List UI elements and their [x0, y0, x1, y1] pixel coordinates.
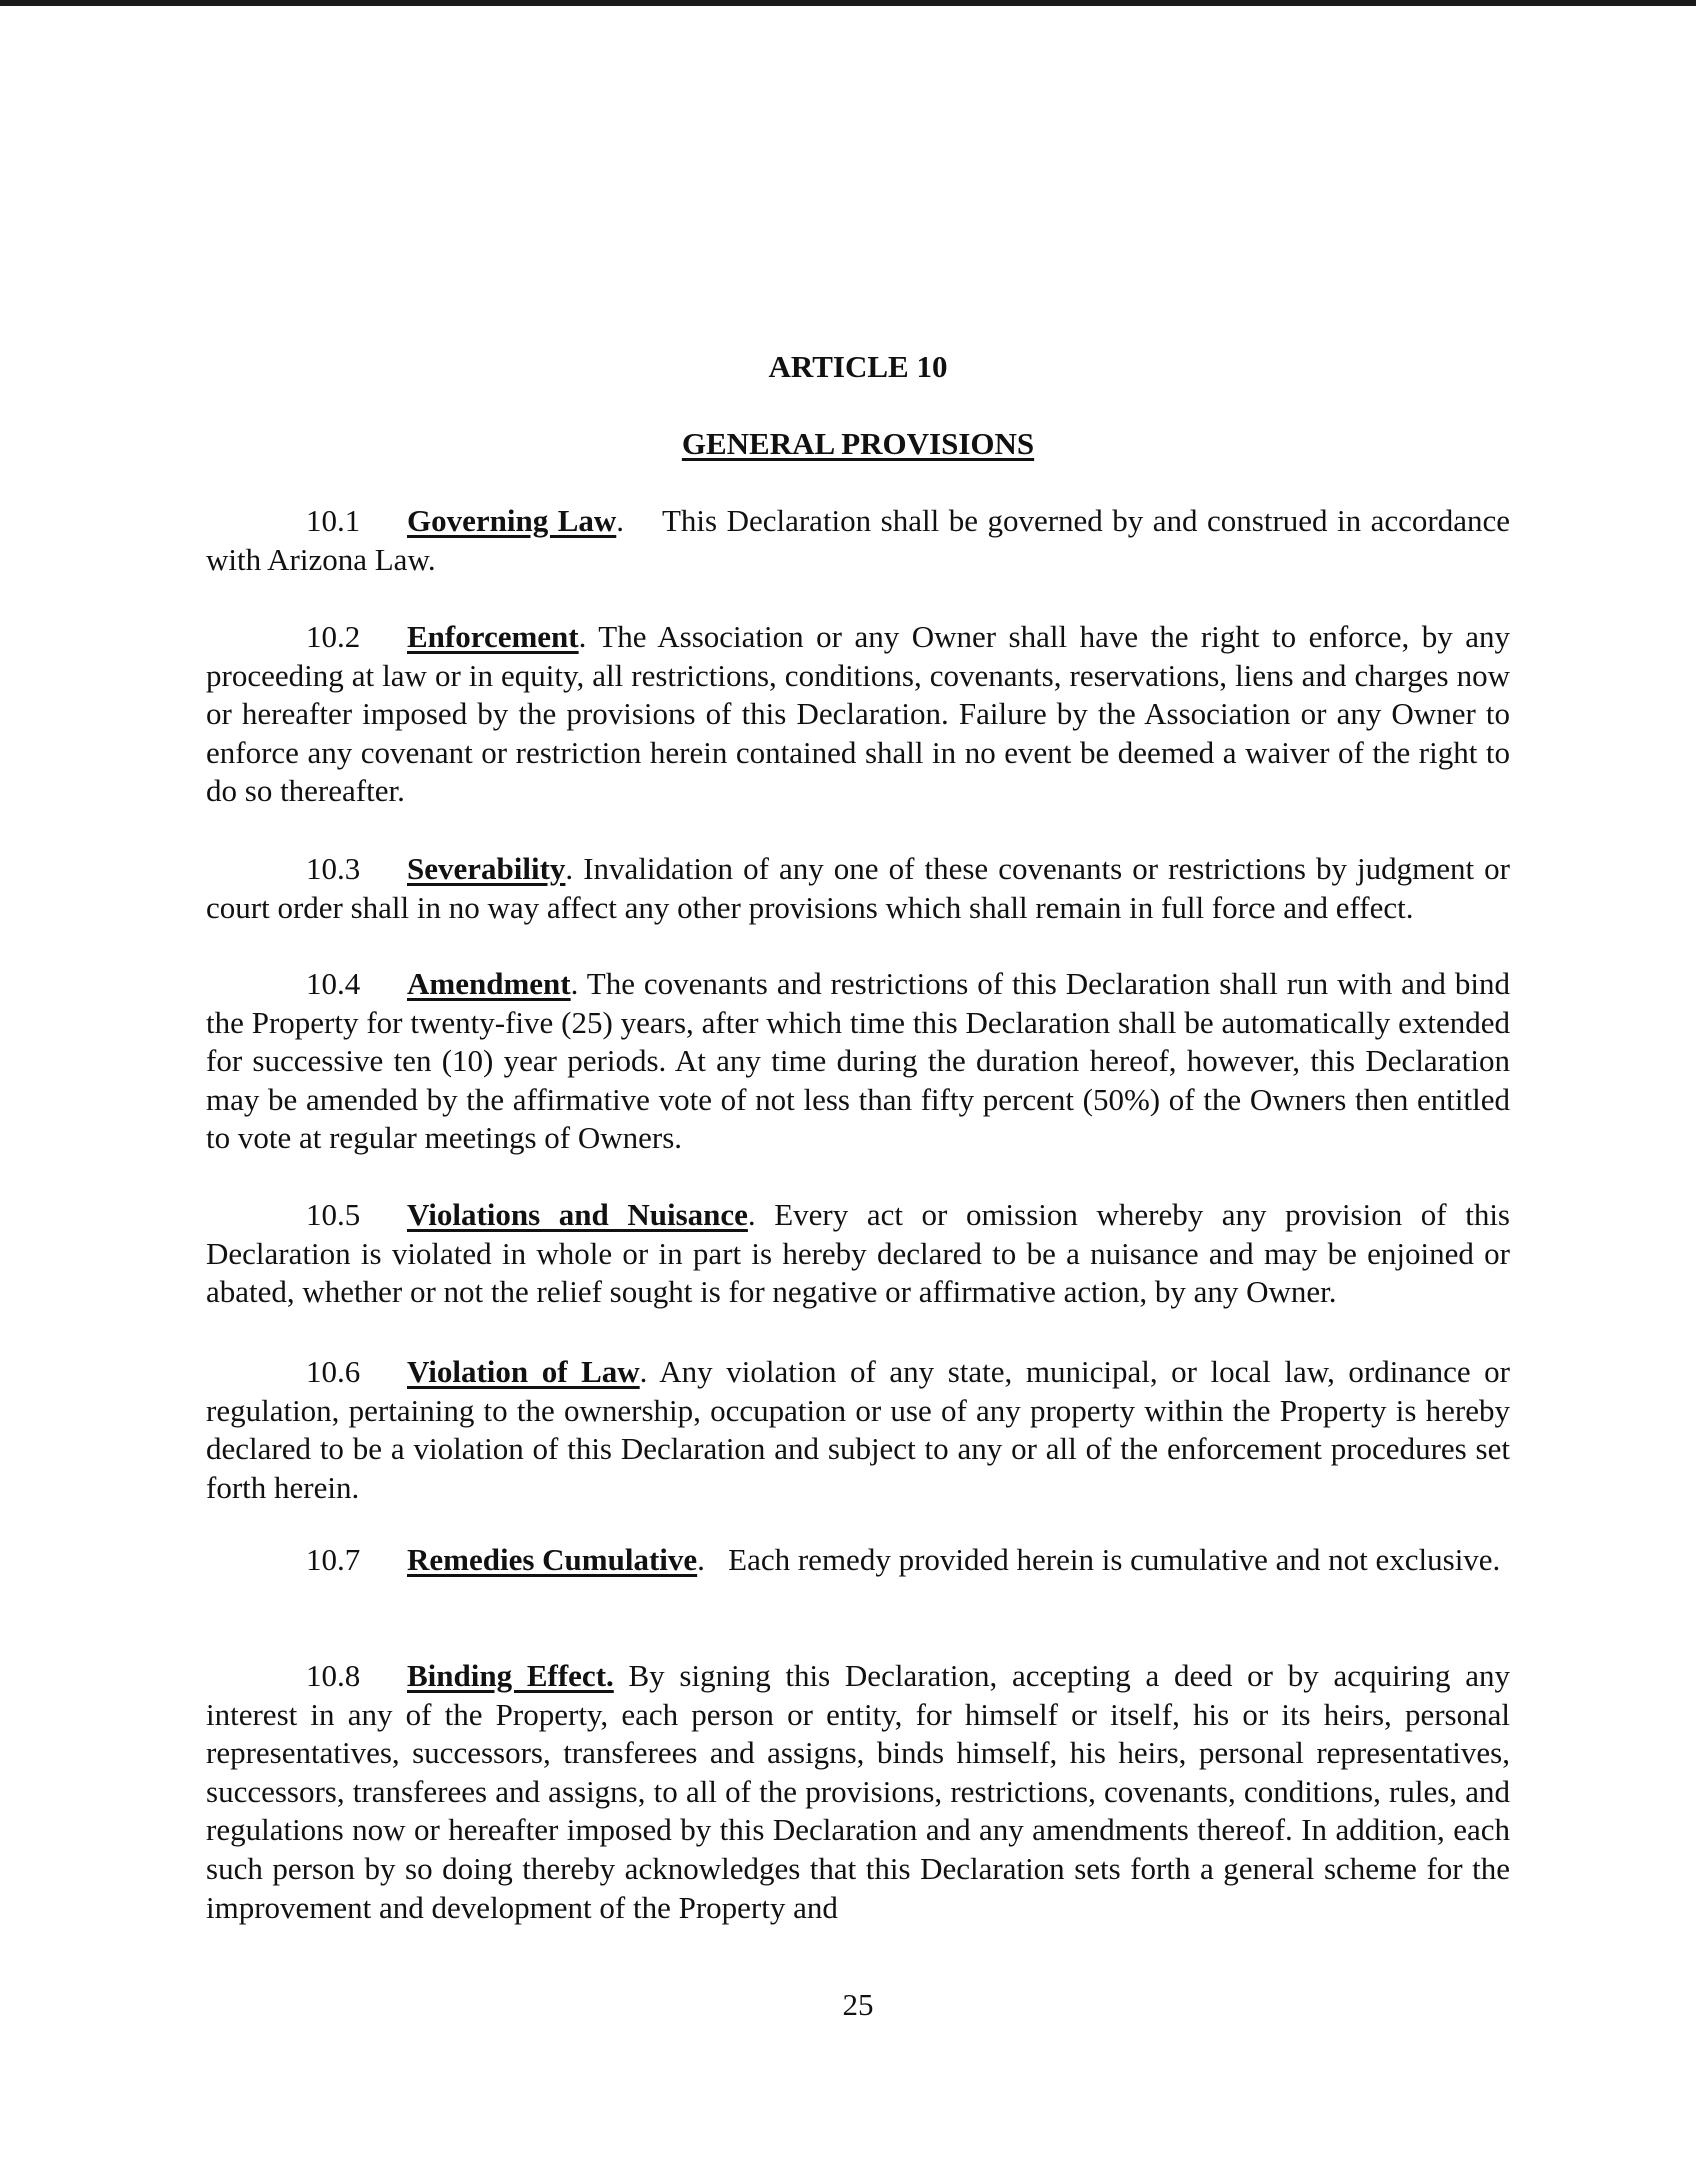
section-number: 10.4	[306, 966, 361, 1001]
heading-punctuation: .	[747, 1197, 756, 1232]
section-body: The Association or any Owner shall have the right to enforce, by any proceeding at law or in equity, all restrictions, conditions, covenants, reservations, liens and charges now or hereafter imposed by the provisions of this Declaration. Failure by the Association or any Owner to enforce any covenant or restriction herein contained shall in no event be deemed a waiver of the right to do so thereafter.	[206, 619, 1510, 809]
section-number: 10.8	[306, 1658, 361, 1693]
section-body: By signing this Declaration, accepting a deed or by acquiring any interest in any of the Property, each person or entity, for himself or itself, his or its heirs, personal representatives, successors, transferees and assigns, binds himself, his heirs, personal representatives, successors, transferees and assigns, to all of the provisions, restrictions, covenants, conditions, rules, and regulations now or hereafter imposed by this Declaration and any amendments thereof. In addition, each such person by so doing thereby acknowledges that this Declaration sets forth a general scheme for the improvement and development of the Property and	[206, 1658, 1510, 1925]
section-body: Any violation of any state, municipal, or local law, ordinance or regulation, pertaining to the ownership, occupation or use of any property within the Property is hereby declared to be a violation of this Declaration and subject to any or all of the enforcement procedures set forth herein.	[206, 1354, 1511, 1505]
article-subtitle: GENERAL PROVISIONS	[681, 426, 1035, 461]
page-number: 25	[842, 1987, 874, 2022]
heading-punctuation: .	[639, 1354, 648, 1389]
section-number: 10.2	[306, 619, 361, 654]
section-heading: Violation of Law	[407, 1354, 640, 1389]
section-body: The covenants and restrictions of this Declaration shall run with and bind the Property for twenty-five (25) years, after which time this Declaration shall be automatically extended for successive ten (10) year periods. At any time during the duration hereof, however, this Declaration may be amended by the affirmative vote of not less than fifty percent (50%) of the Owners then entitled to vote at regular meetings of Owners.	[206, 966, 1510, 1156]
heading-punctuation: .	[578, 619, 587, 654]
section-10-3	[206, 850, 1510, 927]
section-10-8	[206, 1657, 1510, 1927]
section-heading: Amendment	[407, 966, 571, 1001]
section-number: 10.7	[306, 1542, 361, 1577]
section-number: 10.5	[306, 1197, 361, 1232]
section-heading: Severability	[407, 851, 566, 886]
section-heading: Enforcement	[407, 619, 579, 654]
heading-punctuation: .	[570, 966, 579, 1001]
section-heading: Governing Law	[407, 503, 617, 538]
section-10-6	[206, 1353, 1510, 1507]
section-body: Invalidation of any one of these covenants or restrictions by judgment or court order shall in no way affect any other provisions which shall remain in full force and effect.	[206, 851, 1510, 925]
top-scan-border	[0, 0, 1696, 6]
section-10-2	[206, 618, 1510, 811]
section-10-1	[206, 502, 1510, 579]
section-heading: Violations and Nuisance	[407, 1197, 748, 1232]
section-body: Each remedy provided herein is cumulative and not exclusive.	[728, 1542, 1501, 1577]
section-heading: Remedies Cumulative	[407, 1542, 698, 1577]
section-number: 10.1	[306, 503, 361, 538]
section-body: This Declaration shall be governed by and construed in accordance with Arizona Law.	[206, 503, 1510, 577]
heading-punctuation: .	[616, 503, 625, 538]
section-number: 10.3	[306, 851, 361, 886]
section-heading: Binding Effect.	[407, 1658, 614, 1693]
section-number: 10.6	[306, 1354, 361, 1389]
article-title: ARTICLE 10	[768, 349, 948, 384]
heading-punctuation: .	[565, 851, 574, 886]
section-10-7	[206, 1541, 1510, 1580]
heading-punctuation: .	[697, 1542, 705, 1577]
section-10-4	[206, 965, 1510, 1158]
section-10-5	[206, 1196, 1510, 1312]
section-body: Every act or omission whereby any provision of this Declaration is violated in whole or in part is hereby declared to be a nuisance and may be enjoined or abated, whether or not the relief sought is for negative or affirmative action, by any Owner.	[206, 1197, 1511, 1310]
